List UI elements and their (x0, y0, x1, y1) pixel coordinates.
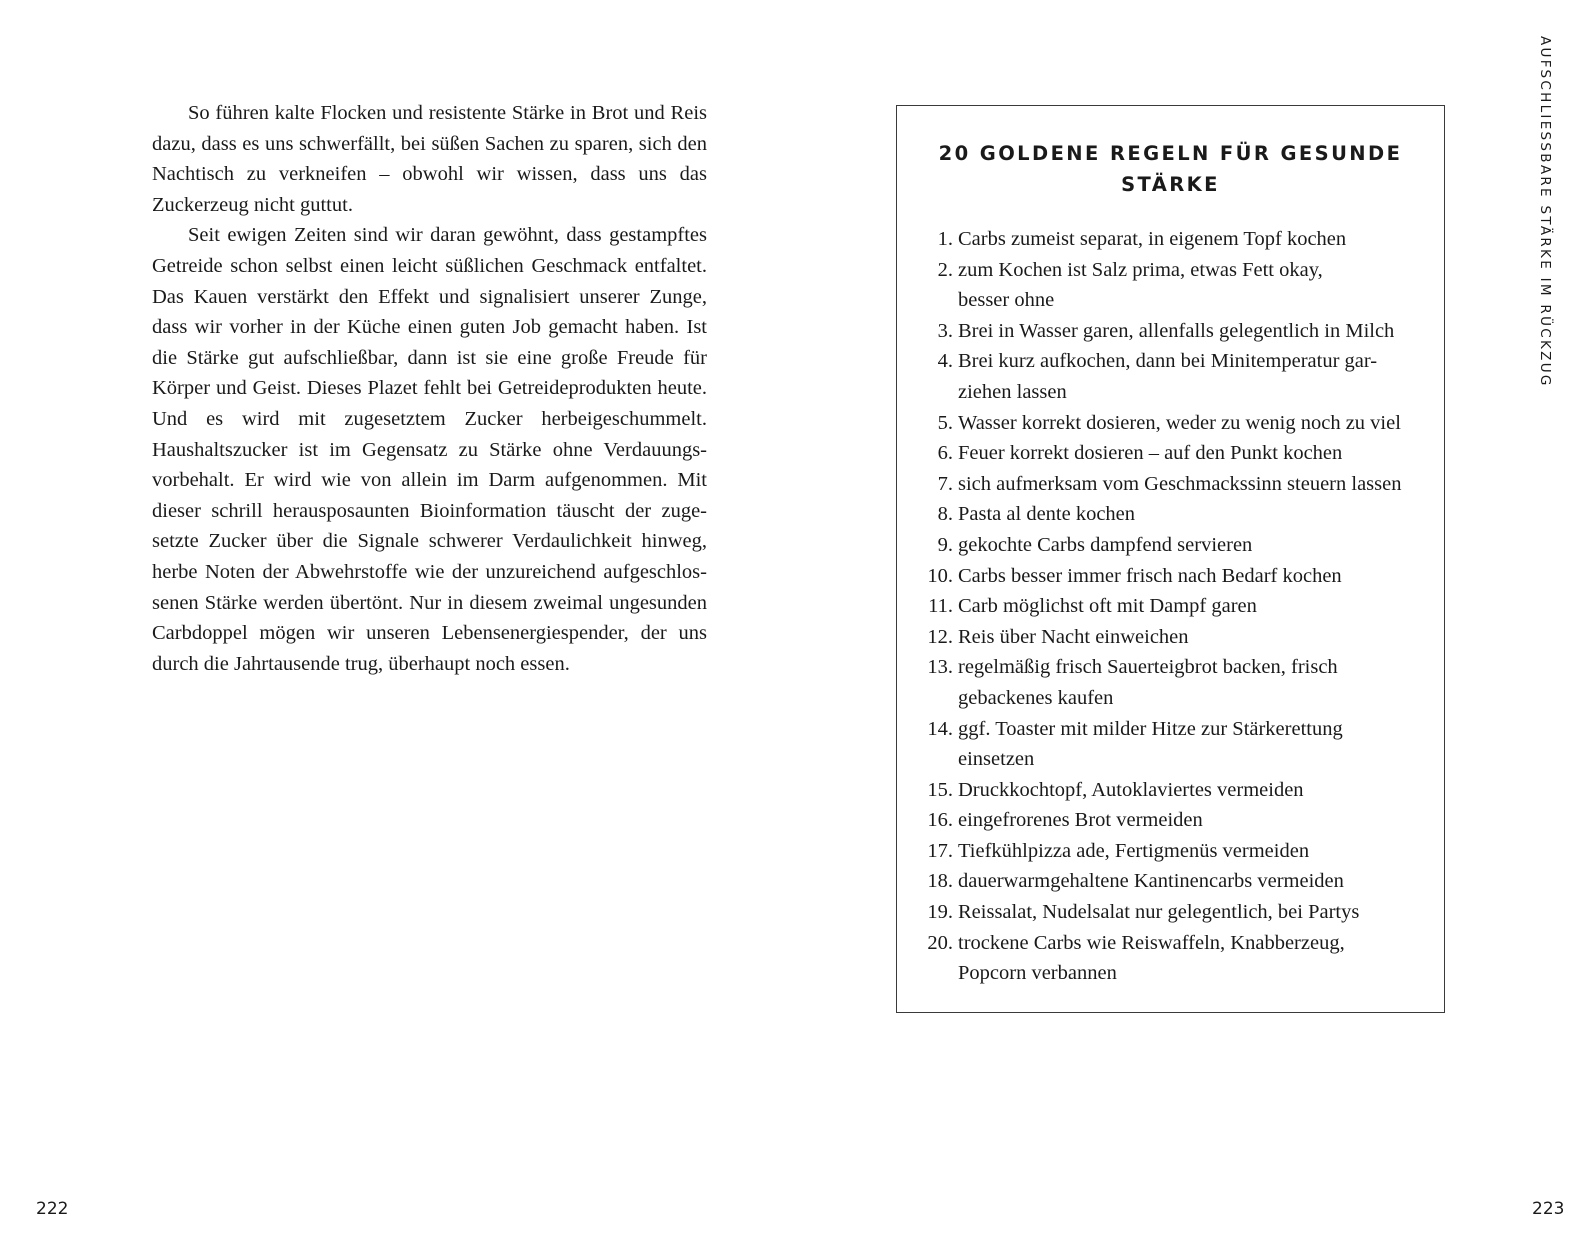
rule-text: sich aufmerksam vom Geschmackssinn steuern lassen (958, 472, 1402, 495)
rule-item (897, 866, 1446, 897)
rule-number: 10. (927, 564, 953, 587)
rule-text: Carbs zumeist separat, in eigenem Topf kochen (958, 228, 1347, 250)
rule-item (897, 805, 1446, 836)
rule-text: Carb möglichst oft mit Dampf garen (958, 595, 1257, 618)
rule-number: 3. (937, 319, 953, 342)
rules-box-title: 20 GOLDENE REGELN FÜR GESUNDE STÄRKE (938, 142, 1403, 196)
rule-item (897, 499, 1446, 530)
rule-number: 4. (937, 350, 953, 373)
rule-text: dauerwarmgehaltene Kantinencarbs vermeiden (958, 870, 1344, 893)
golden-rules-box (896, 105, 1445, 1013)
rule-number: 6. (937, 442, 953, 465)
rule-number: 14. (927, 717, 953, 740)
rule-number: 19. (927, 901, 953, 924)
rule-text: Pasta al dente kochen (958, 503, 1136, 526)
rule-text: trockene Carbs wie Reiswaffeln, Knabberzeug, Popcorn verbannen (958, 931, 1345, 985)
rule-number: 17. (927, 839, 953, 862)
rule-item (897, 408, 1446, 439)
rule-number: 18. (927, 870, 953, 893)
page-number-right: 223 (1532, 1199, 1565, 1219)
rule-item (897, 836, 1446, 867)
rule-number: 13. (927, 656, 953, 679)
rule-text: regelmäßig frisch Sauerteigbrot backen, frisch gebackenes kaufen (958, 656, 1338, 709)
rule-item (897, 224, 1446, 255)
rule-item (897, 775, 1446, 806)
rule-item (897, 316, 1446, 347)
rule-item (897, 561, 1446, 592)
rule-item (897, 469, 1446, 500)
rule-item (897, 438, 1446, 469)
rule-text: Brei in Wasser garen, allenfalls gelegentlich in Milch (958, 319, 1395, 342)
rule-number: 12. (927, 625, 953, 648)
rule-number: 16. (927, 809, 953, 832)
rule-text: eingefrorenes Brot vermeiden (958, 809, 1203, 832)
rule-text: Wasser korrekt dosieren, weder zu wenig noch zu viel (958, 411, 1401, 434)
paragraph-2: Seit ewigen Zeiten sind wir daran gewöhnt, dass gestampftes Getreide schon selbst einen leicht süßlichen Geschmack entfaltet. Das Kauen verstärkt den Effekt und signalisiert unserer Zunge, dass wir vorher in der Küche einen guten Job gemacht haben. Ist die Stärke gut aufschließbar, dann ist sie eine große Freude für Körper und Geist. Dieses Plazet fehlt bei Getreideprodukten heute. Und es wird mit zugesetztem Zucker herbeigeschummelt. Haushaltszucker ist im Gegensatz zu Stärke ohne Verdauungsvorbehalt. Er wird wie von allein im Darm aufgenommen. Mit dieser schrill herausposaunten Bioinformation täuscht der zugesetzte Zucker über die Signale schwerer Verdaulichkeit hinweg, herbe Noten der Abwehrstoffe wie der unzureichend aufgeschlossenen Stärke werden übertönt. Nur in diesem zweimal ungesunden Carbdoppel mögen wir unseren Lebensenergiespender, der uns durch die Jahrtausende trug, überhaupt noch essen. (152, 224, 707, 675)
page-number-left: 222 (36, 1199, 69, 1219)
rule-text: gekochte Carbs dampfend servieren (958, 533, 1253, 556)
rule-item (897, 255, 1446, 316)
rule-number: 2. (937, 258, 953, 281)
rule-item (897, 622, 1446, 653)
rule-number: 5. (937, 411, 953, 434)
left-page-body-text (152, 98, 707, 679)
rule-item (897, 897, 1446, 928)
rules-list (897, 224, 1446, 989)
rule-text: Carbs besser immer frisch nach Bedarf kochen (958, 564, 1342, 587)
rule-text: Feuer korrekt dosieren – auf den Punkt kochen (958, 442, 1343, 465)
rule-item (897, 346, 1446, 407)
rule-number: 20. (927, 931, 953, 954)
rule-text: zum Kochen ist Salz prima, etwas Fett okay, besser ohne (958, 258, 1323, 312)
rule-number: 1. (937, 228, 953, 250)
rule-number: 11. (928, 595, 953, 618)
running-head: AUFSCHLIESSBARE STÄRKE IM RÜCKZUG (1537, 36, 1553, 388)
rule-item (897, 714, 1446, 775)
rule-item (897, 530, 1446, 561)
paragraph-1: So führen kalte Flocken und resistente Stärke in Brot und Reis dazu, dass es uns schwerfällt, bei süßen Sachen zu sparen, sich den Nachtisch zu verkneifen – obwohl wir wissen, dass uns das Zuckerzeug nicht guttut. (152, 102, 707, 216)
rule-text: Brei kurz aufkochen, dann bei Minitemperatur gar- ziehen lassen (958, 350, 1378, 403)
rule-text: ggf. Toaster mit milder Hitze zur Stärkerettung einsetzen (958, 717, 1343, 771)
rule-number: 9. (937, 533, 953, 556)
rule-item (897, 591, 1446, 622)
rule-number: 15. (927, 778, 953, 801)
rule-item (897, 652, 1446, 713)
rule-number: 8. (937, 503, 953, 526)
rule-number: 7. (937, 472, 953, 495)
rule-item (897, 928, 1446, 989)
rule-text: Reis über Nacht einweichen (958, 625, 1189, 648)
rule-text: Druckkochtopf, Autoklaviertes vermeiden (958, 778, 1304, 801)
rule-text: Tiefkühlpizza ade, Fertigmenüs vermeiden (958, 839, 1310, 862)
rule-text: Reissalat, Nudelsalat nur gelegentlich, bei Partys (958, 901, 1360, 924)
